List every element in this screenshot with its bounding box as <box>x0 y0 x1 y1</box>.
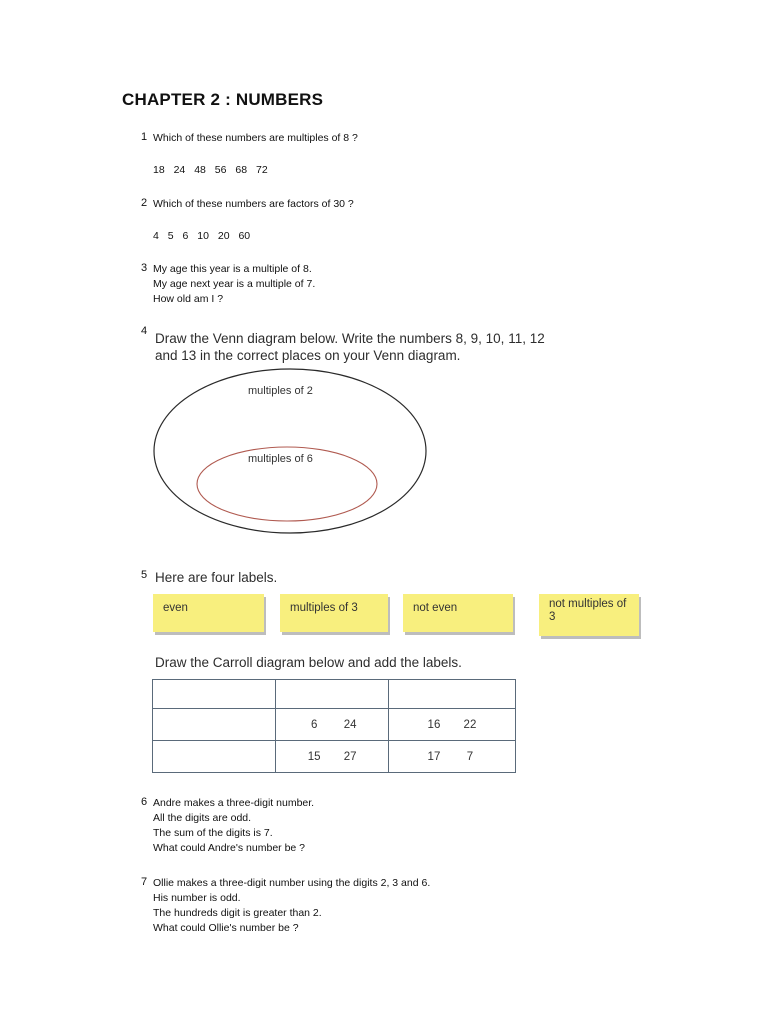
question-7-text <box>153 876 430 936</box>
venn-inner-label: multiples of 6 <box>248 453 313 465</box>
question-7-number: 7 <box>141 876 148 888</box>
question-4-line: and 13 in the correct places on your Venn diagram. <box>155 348 461 363</box>
label-card-multiples-of-3 <box>280 594 388 632</box>
question-2-numbers: 4 5 6 10 20 60 <box>153 230 251 242</box>
page-title: CHAPTER 2 : NUMBERS <box>122 90 324 109</box>
question-5-instruction: Draw the Carroll diagram below and add the labels. <box>155 655 462 670</box>
question-6-line: What could Andre's number be ? <box>153 842 306 854</box>
carroll-cell <box>276 708 389 741</box>
question-5-number: 5 <box>141 569 148 581</box>
question-7-line: His number is odd. <box>153 892 241 904</box>
cell-number: 16 <box>427 718 441 731</box>
question-5-intro: Here are four labels. <box>155 570 278 585</box>
question-3-line: My age next year is a multiple of 7. <box>153 278 316 290</box>
carroll-col-header <box>276 680 389 709</box>
question-1-number: 1 <box>141 131 148 143</box>
question-4-number: 4 <box>141 325 148 337</box>
cell-number: 17 <box>427 750 441 763</box>
question-6-line: Andre makes a three-digit number. <box>153 797 315 809</box>
question-6-text <box>153 796 314 856</box>
carroll-diagram <box>152 679 516 773</box>
question-4-text <box>155 330 545 364</box>
question-1-text: Which of these numbers are multiples of 8 ? <box>153 132 358 144</box>
label-card-even <box>153 594 264 632</box>
question-3-line: My age this year is a multiple of 8. <box>153 263 312 275</box>
question-2-number: 2 <box>141 197 148 209</box>
question-6-number: 6 <box>141 796 148 808</box>
label-card-text: not multiples of 3 <box>549 598 627 623</box>
question-7-line: The hundreds digit is greater than 2. <box>153 907 322 919</box>
question-7-line: What could Ollie's number be ? <box>153 922 299 934</box>
cell-number: 27 <box>343 750 357 763</box>
label-card-text: multiples of 3 <box>290 602 358 614</box>
cell-number: 6 <box>310 718 318 731</box>
carroll-cell <box>276 741 389 773</box>
carroll-col-header <box>388 680 515 709</box>
carroll-cell <box>388 741 515 773</box>
label-card-text: even <box>163 602 188 614</box>
cell-number: 15 <box>307 750 321 763</box>
question-3-text <box>153 262 315 307</box>
question-1-numbers: 18 24 48 56 68 72 <box>153 164 268 176</box>
carroll-row-header <box>153 741 276 773</box>
question-3-number: 3 <box>141 262 148 274</box>
venn-outer-label: multiples of 2 <box>248 385 313 397</box>
cell-number: 22 <box>463 718 477 731</box>
carroll-header-blank <box>153 680 276 709</box>
question-2-text: Which of these numbers are factors of 30 ? <box>153 198 354 210</box>
label-card-not-multiples-of-3 <box>539 594 639 636</box>
cell-number: 7 <box>466 750 474 763</box>
question-6-line: The sum of the digits is 7. <box>153 827 273 839</box>
cell-number: 24 <box>343 718 357 731</box>
carroll-row-header <box>153 708 276 741</box>
carroll-cell <box>388 708 515 741</box>
question-7-line: Ollie makes a three-digit number using the digits 2, 3 and 6. <box>153 877 431 889</box>
question-4-line: Draw the Venn diagram below. Write the numbers 8, 9, 10, 11, 12 <box>155 331 545 346</box>
question-6-line: All the digits are odd. <box>153 812 252 824</box>
label-card-not-even <box>403 594 513 632</box>
question-3-line: How old am I ? <box>153 293 224 305</box>
label-card-text: not even <box>413 602 458 614</box>
